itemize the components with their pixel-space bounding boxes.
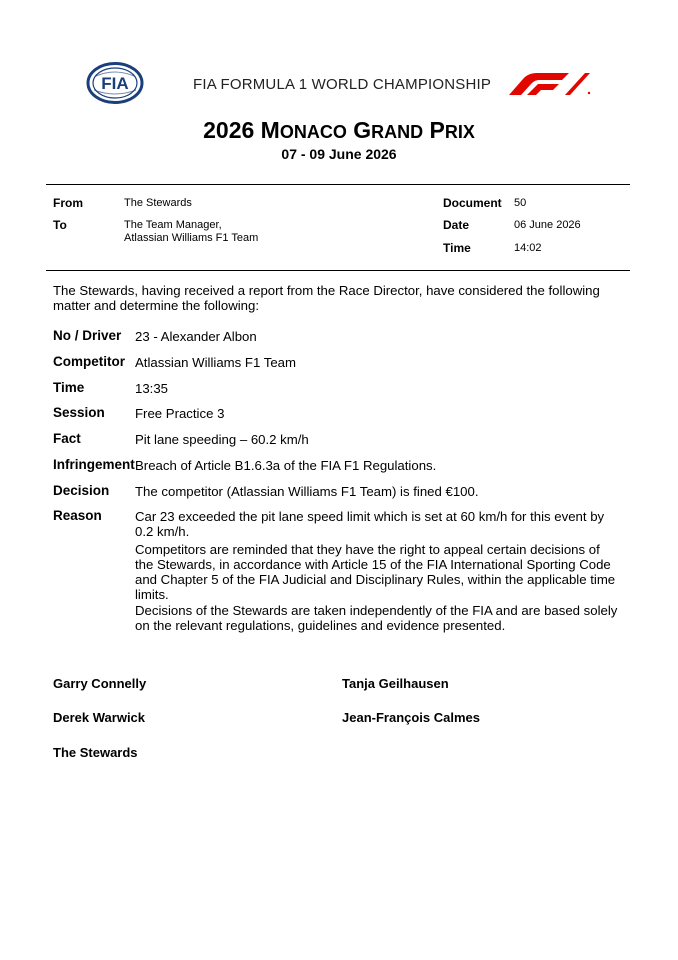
- steward-name-3: Derek Warwick: [53, 710, 146, 725]
- reason-label: Reason: [53, 508, 102, 523]
- fact-value: Pit lane speeding – 60.2 km/h: [135, 432, 309, 447]
- reason-paragraph-1: Car 23 exceeded the pit lane speed limit which is set at 60 km/h for this event by 0.2 km/h.: [135, 509, 605, 539]
- stewards-footer: The Stewards: [53, 745, 138, 760]
- fia-logo-text: FIA: [101, 74, 129, 93]
- championship-name: FIA FORMULA 1 WORLD CHAMPIONSHIP: [193, 76, 492, 93]
- driver-label: No / Driver: [53, 328, 122, 343]
- infringement-value: Breach of Article B1.6.3a of the FIA F1 Regulations.: [135, 458, 437, 473]
- time-row-value: 13:35: [135, 381, 169, 396]
- divider-bottom: [46, 270, 630, 271]
- competitor-value: Atlassian Williams F1 Team: [135, 355, 296, 370]
- session-value: Free Practice 3: [135, 406, 225, 421]
- from-value: The Stewards: [124, 197, 192, 209]
- reason-paragraph-2: Competitors are reminded that they have the right to appeal certain decisions of the Stewards, in accordance with Article 15 of the FIA International Sporting Code and Chapter 5 of the FIA Judicial and Disciplinary Rules, within the applicable time limits.: [135, 542, 616, 602]
- steward-name-2: Tanja Geilhausen: [342, 676, 449, 691]
- fact-label: Fact: [53, 431, 81, 446]
- steward-name-1: Garry Connelly: [53, 676, 147, 691]
- to-label: To: [53, 218, 67, 232]
- driver-value: 23 - Alexander Albon: [135, 329, 257, 344]
- from-label: From: [53, 196, 83, 210]
- decision-label: Decision: [53, 483, 110, 498]
- document-value: 50: [514, 197, 527, 209]
- to-value-line1: The Team Manager,: [124, 219, 222, 231]
- date-value: 06 June 2026: [514, 219, 581, 231]
- divider-top: [46, 184, 630, 185]
- competitor-label: Competitor: [53, 354, 125, 369]
- date-label: Date: [443, 218, 470, 232]
- f1-logo: [507, 71, 591, 95]
- title-word-prix: PRIX: [429, 117, 475, 143]
- steward-name-4: Jean-François Calmes: [342, 710, 481, 725]
- event-dates: 07 - 09 June 2026: [281, 146, 397, 162]
- title-year: 2026: [203, 117, 255, 143]
- intro-paragraph: The Stewards, having received a report from the Race Director, have considered the following matter and determine the following:: [53, 283, 600, 313]
- title-word-monaco: MONACO: [260, 117, 347, 143]
- document-label: Document: [443, 196, 502, 210]
- page-title: [0, 117, 678, 144]
- session-label: Session: [53, 405, 105, 420]
- time-label: Time: [443, 241, 471, 255]
- fia-logo: [86, 62, 144, 104]
- infringement-label: Infringement: [53, 457, 135, 472]
- to-value-line2: Atlassian Williams F1 Team: [124, 232, 259, 244]
- reason-paragraph-3: Decisions of the Stewards are taken independently of the FIA and are based solely on the relevant regulations, guidelines and evidence presented.: [135, 603, 618, 633]
- title-word-grand: GRAND: [353, 117, 424, 143]
- time-row-label: Time: [53, 380, 85, 395]
- decision-value: The competitor (Atlassian Williams F1 Team) is fined €100.: [135, 484, 479, 499]
- time-value: 14:02: [514, 242, 542, 254]
